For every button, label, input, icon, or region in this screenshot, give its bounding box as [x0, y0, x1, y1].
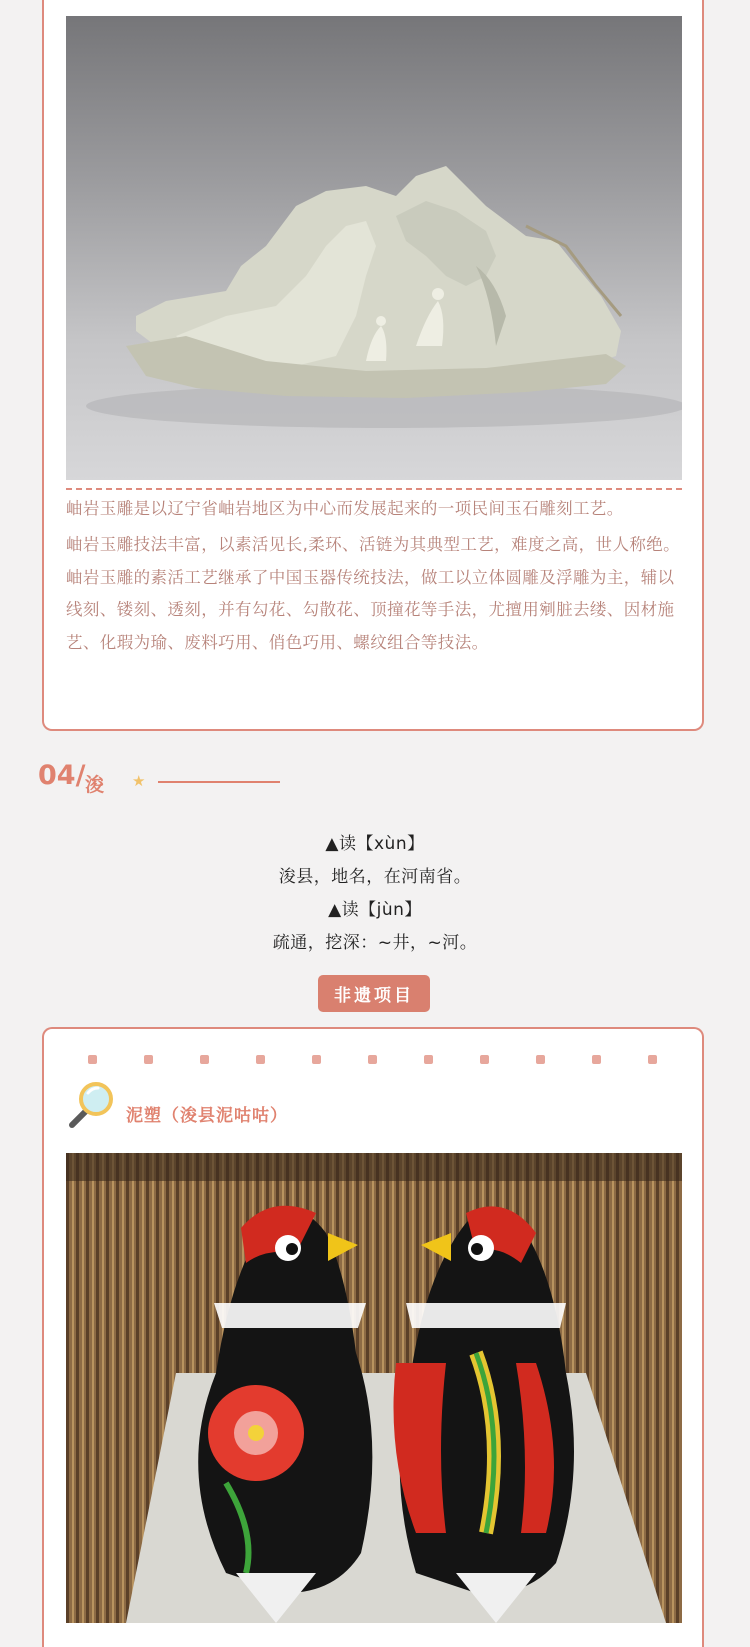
heading-rule	[158, 781, 280, 783]
meaning-xun: 浚县，地名，在河南省。	[278, 867, 472, 887]
section-heading-04	[38, 760, 338, 800]
jade-carving-card	[42, 0, 704, 731]
caption-detail: 岫岩玉雕技法丰富，以素活见长,柔环、活链为其典型工艺，难度之高，世人称绝。岫岩玉雕的素活工艺继承了中国玉器传统技法，做工以立体圆雕及浮雕为主，辅以线刻、镂刻、透刻，并有勾花、勾散花、顶撞花等手法，尤擅用剜脏去缕、因材施艺、化瑕为瑜、废料巧用、俏色巧用、螺纹组合等技法。	[66, 535, 681, 652]
decor-dot	[424, 1055, 433, 1064]
decor-dot	[648, 1055, 657, 1064]
jade-carving-image	[66, 16, 682, 480]
decor-dot	[368, 1055, 377, 1064]
dot-row	[88, 1055, 658, 1067]
dashed-divider	[66, 488, 682, 490]
decor-dot	[200, 1055, 209, 1064]
star-icon: ★	[132, 772, 146, 790]
caption-summary: 岫岩玉雕是以辽宁省岫岩地区为中心而发展起来的一项民间玉石雕刻工艺。	[66, 499, 624, 518]
decor-dot	[592, 1055, 601, 1064]
clay-sculpture-card	[42, 1027, 704, 1647]
decor-dot	[144, 1055, 153, 1064]
card-title: 泥塑（浚县泥咕咕）	[126, 1106, 288, 1126]
reading-jun: ▲读【jùn】	[328, 900, 422, 920]
decor-dot	[88, 1055, 97, 1064]
section-number: 04/	[38, 760, 86, 791]
decor-dot	[536, 1055, 545, 1064]
clay-whistle-image	[66, 1153, 682, 1623]
meaning-jun: 疏通，挖深：~井，~河。	[272, 933, 478, 953]
magnifier-icon	[64, 1079, 120, 1131]
heritage-project-tag[interactable]: 非遗项目	[318, 975, 430, 1012]
section-character: 浚	[85, 774, 105, 796]
decor-dot	[312, 1055, 321, 1064]
decor-dot	[480, 1055, 489, 1064]
reading-xun: ▲读【xùn】	[325, 834, 425, 854]
decor-dot	[256, 1055, 265, 1064]
